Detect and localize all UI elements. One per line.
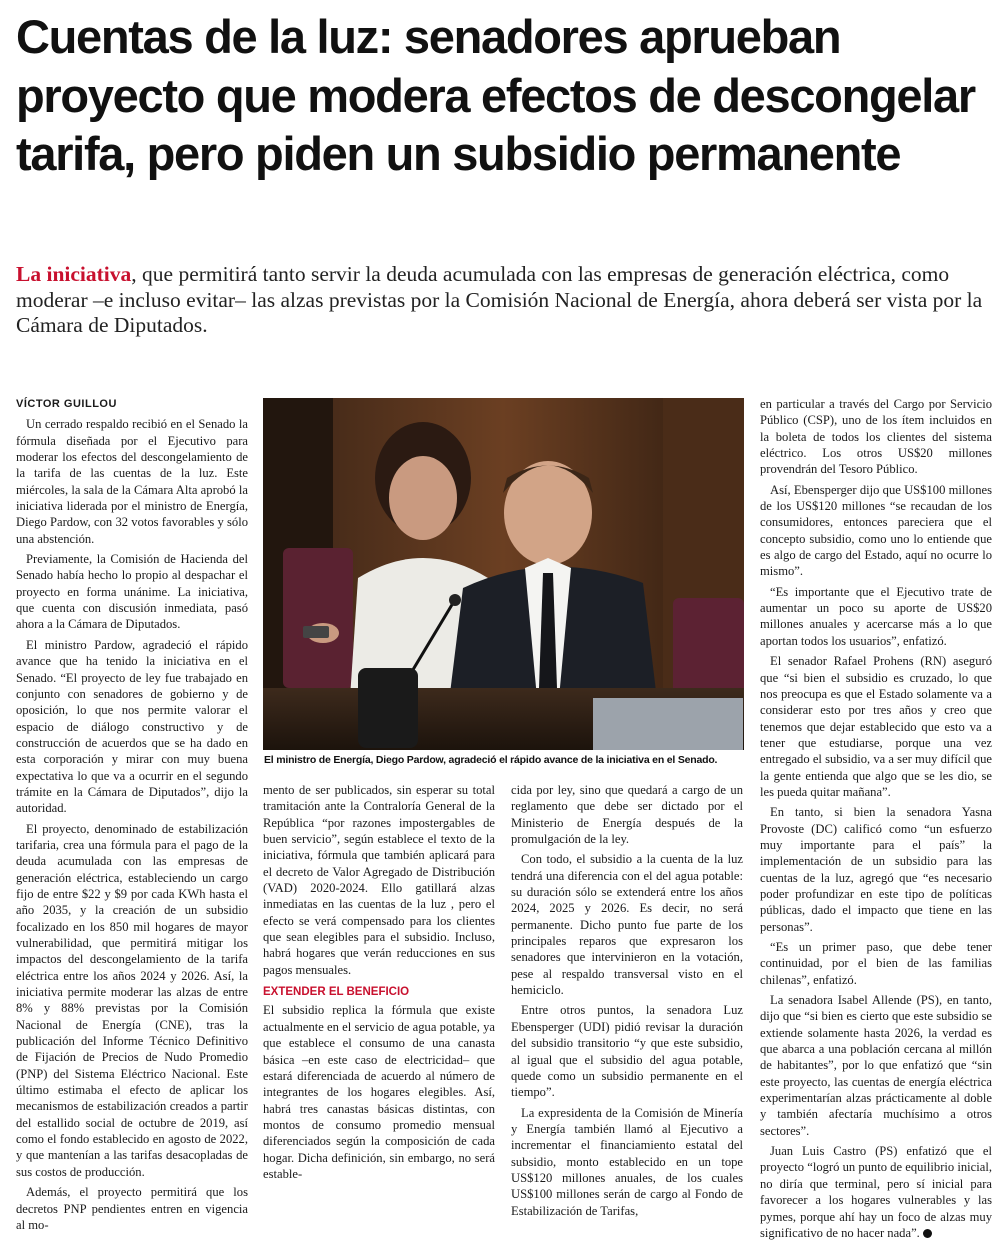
paragraph: El ministro Pardow, agradeció el rápido avance que ha tenido la iniciativa en el Senado. “El proyecto de ley fue trabajado en conjunto con senadores de gobierno y de oposición, lo que nos permite valorar el espacio de diálogo constructivo y de construcción de acuerdos que se ha dado en esta corporación y mirar con muy buena expectativa lo que va a ocurrir en el segundo trámite en la Cámara de Diputados”, dijo la autoridad. (16, 637, 248, 816)
paragraph-text: Juan Luis Castro (PS) enfatizó que el proyecto “logró un punto de equilibrio inicial, no diría que terminal, pero sí inicial para favorecer a los hogares vulnerables y las pymes, porque ahí hay un foco de alzas muy significativo de no hacer nada”. (760, 1144, 992, 1240)
paragraph: mento de ser publicados, sin esperar su total tramitación ante la Contraloría General de la República “por razones impostergables de buen servicio”, según establece el texto de la iniciativa, fórmula que también aplicará para el decreto de Valor Agregado de Distribución (VAD) 2020-2024. Ello gatillará alzas inmediatas en las cuentas de la luz , pero el efecto se verá compensado para los clientes que sean elegibles para el subsidio. Incluso, habrá hogares que verán reducciones en sus pagos mensuales. (263, 783, 495, 977)
paragraph: El proyecto, denominado de estabilización tarifaria, crea una fórmula para el pago de la deuda acumulada con las empresas de generación eléctrica, estableciendo un cargo fijo de entre $22 y $9 por cada KWh hasta el año 2035, y la creación de un subsidio focalizado en los 850 mil hogares de mayor vulnerabilidad, que permitirá mitigar los impactos del descongelamiento de la tarifa eléctrica entre los años 2024 y 2026. Así, la iniciativa permite moderar las alzas de entre 8% y 88% previstas por la Comisión Nacional de Energía (CNE), tras la publicación del Informe Técnico Definitivo de Fijación de Precios de Nudo Promedio (PNP) del Sistema Eléctrico Nacional. Este último estimaba el efecto de aplicar los mecanismos de estabilización creados a partir del estallido social de octubre de 2019, así como el fondo establecido en agosto de 2022, y que mantenían a las tarifas desacopladas de sus costos de producción. (16, 821, 248, 1179)
paragraph: El senador Rafael Prohens (RN) aseguró que “si bien el subsidio es cruzado, lo que nos preocupa es que el Estado solamente va a considerar esto por tres años y creo que tenemos que dejar establecido que esto va a tener que estudiarse, porque una vez entregado el subsidio, va a ser muy difícil que la gente entienda que algo que se les dio, se les pueda quitar mañana”. (760, 654, 992, 799)
paragraph: Así, Ebensperger dijo que US$100 millones de los US$120 millones “se recaudan de los consumidores, entonces pareciera que el concepto subsidio, como uno lo entiende que es algo de cargo del Estado, aquí no ocurre lo mismo”. (760, 482, 992, 579)
subhead: EXTENDER EL BENEFICIO (263, 986, 410, 999)
paragraph: “Es un primer paso, que debe tener continuidad, por el bien de las familias chilenas”, enfatizó. (760, 940, 992, 987)
paragraph: El subsidio replica la fórmula que existe actualmente en el servicio de agua potable, ya que establece el consumo de una canasta básica –en este caso de electricidad– que estará diferenciada de acuerdo al número de integrantes de los hogares elegibles. Así, habrá tres canastas básicas distintas, con montos de consumo promedio mensual diferenciados según la composición de cada hogar. Dicha definición, sin embargo, no será estable- (263, 1003, 495, 1181)
paragraph: Además, el proyecto permitirá que los decretos PNP pendientes entren en vigencia al mo- (16, 1185, 248, 1232)
byline: VÍCTOR GUILLOU (16, 398, 117, 410)
paragraph: “Es importante que el Ejecutivo trate de aumentar un poco su aporte de US$20 millones anuales y acercarse más a lo que aportan todos los usuarios”, enfatizó. (760, 584, 992, 648)
end-of-article-icon (923, 1229, 932, 1238)
article-photo (263, 398, 744, 750)
lede-kicker: La iniciativa (16, 262, 132, 286)
column-2 (263, 782, 495, 1186)
column-1 (16, 396, 248, 1237)
paragraph (760, 1143, 992, 1241)
paragraph: Previamente, la Comisión de Hacienda del Senado había hecho lo propio al despachar el proyecto en forma unánime. La iniciativa, que cuenta con discusión inmediata, pasó ahora a la Cámara de Diputados. (16, 552, 248, 632)
paragraph: Entre otros puntos, la senadora Luz Ebensperger (UDI) pidió revisar la duración del subsidio transitorio “y que este subsidio, al igual que el subsidio del agua potable, quede como un subsidio permanente en el tiempo”. (511, 1003, 743, 1100)
paragraph: La expresidenta de la Comisión de Minería y Energía también llamó al Ejecutivo a incrementar el financiamiento estatal del subsidio, monto establecido en un tope US$120 millones anuales, de los cuales US$100 millones serán de cargo al Fondo de Estabilización de Tarifas, (511, 1105, 743, 1218)
paragraph: cida por ley, sino que quedará a cargo de un reglamento que debe ser dictado por el Ministerio de Energía después de la promulgación de la ley. (511, 783, 743, 847)
lede (16, 262, 991, 339)
column-3 (511, 782, 743, 1223)
paragraph: En tanto, si bien la senadora Yasna Provoste (DC) calificó como “un esfuerzo muy importante para el país” la implementación de un subsidio para las cuentas de la luz, agregó que “es necesario poder profundizar en este tipo de políticas públicas, dado el impacto que tiene en las personas”. (760, 805, 992, 934)
lede-text: , que permitirá tanto servir la deuda acumulada con las empresas de generación eléctrica, como moderar –e incluso evitar– las alzas previstas por la Comisión Nacional de Energía, ahora deberá ser vista por la Cámara de Diputados. (16, 262, 983, 337)
photo-caption: El ministro de Energía, Diego Pardow, agradeció el rápido avance de la iniciativa en el Senado. (264, 754, 718, 766)
paragraph: La senadora Isabel Allende (PS), en tanto, dijo que “si bien es cierto que este subsidio se extiende solamente hasta 2026, la verdad es que abarca a una población cercana al millón de habitantes”, por lo que enfatizó que “sin este proyecto, las cuentas de energía eléctrica experimentarían alzas prácticamente al doble y también afectaría muchísimo a otros sectores”. (760, 993, 992, 1138)
paragraph: Un cerrado respaldo recibió en el Senado la fórmula diseñada por el Ejecutivo para moderar los efectos del descongelamiento de la tarifa de las cuentas de la luz. Este miércoles, la sala de la Cámara Alta aprobó la iniciativa liderada por el ministro de Energía, Diego Pardow, con 32 votos favorables y sólo una abstención. (16, 417, 248, 546)
headline: Cuentas de la luz: senadores aprueban proyecto que modera efectos de descongelar tarifa, pero piden un subsidio permanente (16, 10, 975, 180)
paragraph: Con todo, el subsidio a la cuenta de la luz tendrá una diferencia con el del agua potable: su duración sólo se extenderá entre los años 2024, 2025 y 2026. Es decir, no será permanente. Dicho punto fue parte de los principales reparos que expresaron los senadores que intervinieron en la votación, pese al respaldo transversal visto en el hemiciclo. (511, 852, 743, 998)
column-4 (760, 396, 992, 1245)
paragraph: en particular a través del Cargo por Servicio Público (CSP), uno de los ítem incluidos en la boleta de todos los clientes del sistema eléctrico. Los otros US$20 millones provendrán del Tesoro Público. (760, 397, 992, 477)
